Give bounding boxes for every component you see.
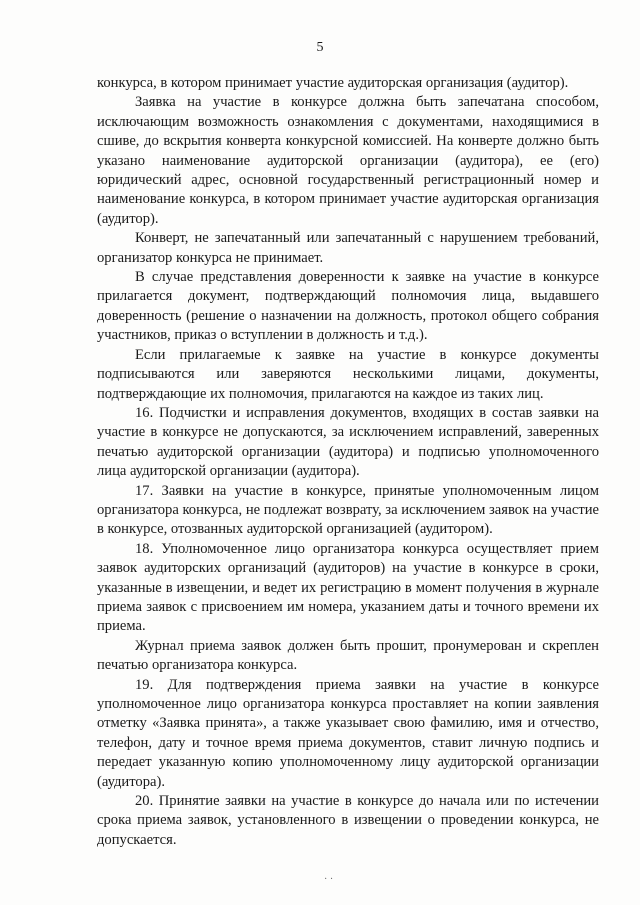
paragraph-unsealed-envelope: Конверт, не запечатанный или запечатанный с нарушением требований, организатор конкурса не принимает. bbox=[97, 230, 599, 266]
paragraph-item-18: 18. Уполномоченное лицо организатора конкурса осуществляет прием заявок аудиторских организаций (аудиторов) на участие в конкурсе в сроки, указанные в извещении, и ведет их регистрацию в момент получения в журнале приема заявок с присвоением им номера, указанием даты и точного времени их приема. bbox=[97, 540, 599, 635]
paragraph-multiple-signers: Если прилагаемые к заявке на участие в конкурсе документы подписываются или заверяются несколькими лицами, документы, подтверждающие их полномочия, прилагаются на каждое из таких лиц. bbox=[97, 346, 599, 402]
paragraph-item-20: 20. Принятие заявки на участие в конкурсе до начала или по истечении срока приема заявок, установленного в извещении о проведении конкурса, не допускается. bbox=[97, 793, 599, 848]
paragraph-power-of-attorney: В случае представления доверенности к заявке на участие в конкурсе прилагается документ, подтверждающий полномочия лица, выдавшего доверенность (решение о назначении на должность, протокол общего собрания участников, приказ о вступлении в должность и т.д.). bbox=[97, 269, 599, 344]
paragraph-item-19: 19. Для подтверждения приема заявки на участие в конкурсе уполномоченное лицо организатора конкурса проставляет на копии заявления отметку «Заявка принята», а также указывает свою фамилию, имя и отчество, телефон, дату и точное время приема документов, ставит личную подпись и передает указанную копию уполномоченному лицу аудиторской организации (аудитора). bbox=[97, 676, 599, 790]
scan-artifact-mark: · · bbox=[324, 874, 334, 885]
paragraph-journal: Журнал приема заявок должен быть прошит, пронумерован и скреплен печатью организатора конкурса. bbox=[97, 637, 599, 674]
paragraph-item-17: 17. Заявки на участие в конкурсе, принятые уполномоченным лицом организатора конкурса, не подлежат возврату, за исключением заявок на участие в конкурсе, отозванных аудиторской организацией (аудитором). bbox=[97, 482, 599, 538]
document-body bbox=[97, 74, 599, 850]
paragraph-continuation: конкурса, в котором принимает участие аудиторская организация (аудитор). bbox=[97, 75, 569, 91]
page-number: 5 bbox=[316, 40, 324, 55]
paragraph-envelope-sealing: Заявка на участие в конкурсе должна быть запечатана способом, исключающим возможность ознакомления с документами, находящимися в сшиве, до вскрытия конверта конкурсной комиссией. На конверте должно быть указано наименование аудиторской организации (аудитора), ее (его) юридический адрес, основной государственный регистрационный номер и наименование конкурса, в котором принимает участие аудиторская организация (аудитор). bbox=[97, 94, 599, 227]
paragraph-item-16: 16. Подчистки и исправления документов, входящих в состав заявки на участие в конкурсе не допускаются, за исключением исправлений, заверенных печатью аудиторской организации (аудитора) и подписью уполномоченного лица аудиторской организации (аудитора). bbox=[97, 404, 599, 480]
